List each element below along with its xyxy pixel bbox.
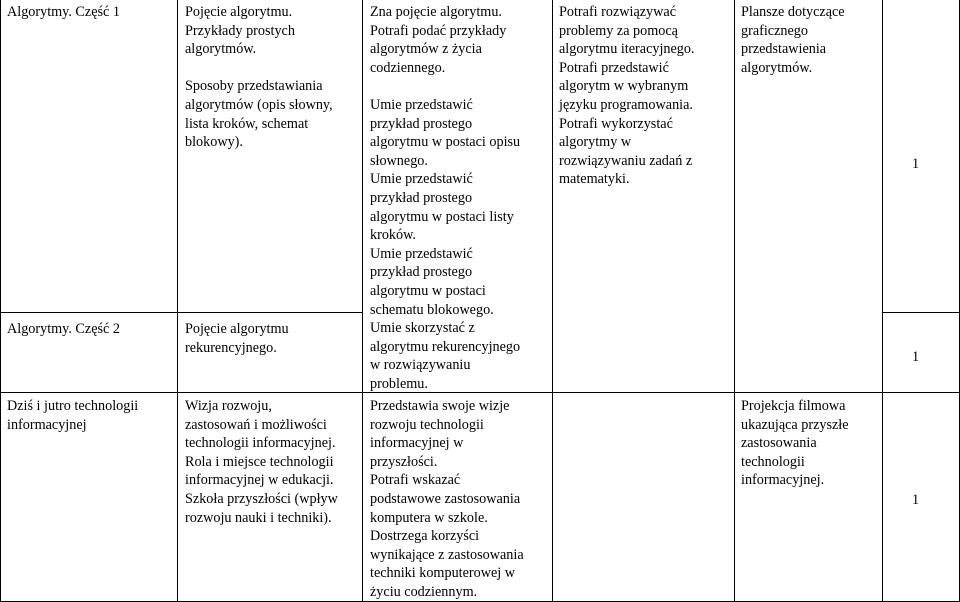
text-line bbox=[370, 77, 520, 96]
text-line: algorytm w wybranym bbox=[559, 78, 689, 95]
row-divider bbox=[0, 312, 362, 313]
text-line: informacyjnej w edukacji. bbox=[185, 472, 334, 489]
text-line: zastosowania bbox=[741, 435, 817, 452]
text-line: Wizja rozwoju, bbox=[185, 398, 272, 414]
text-line: rozwoju technologii bbox=[370, 416, 484, 433]
text-line: algorytmów. bbox=[741, 59, 813, 76]
text-line: przykład prostego bbox=[370, 264, 473, 281]
text-line: algorytmu rekurencyjnego bbox=[370, 338, 521, 355]
text-line: Sposoby przedstawiania bbox=[185, 78, 323, 95]
text-line: rekurencyjnego. bbox=[185, 339, 277, 356]
text-line: informacyjnej. bbox=[741, 472, 825, 489]
column-divider bbox=[552, 0, 553, 602]
content-cell bbox=[185, 320, 289, 357]
text-line: języku programowania. bbox=[559, 96, 693, 113]
text-line: komputera w szkole. bbox=[370, 509, 488, 526]
text-line: algorytmu w postaci opisu bbox=[370, 134, 521, 151]
text-line: Dostrzega korzyści bbox=[370, 528, 480, 545]
topic-cell: Algorytmy. Część 1 bbox=[7, 4, 120, 20]
hours-cell: 1 bbox=[912, 492, 920, 508]
text-line: algorytmów. bbox=[185, 41, 257, 58]
text-line: Szkoła przyszłości (wpływ bbox=[185, 490, 338, 507]
text-line: Potrafi rozwiązywać bbox=[559, 4, 676, 20]
text-line: Umie przedstawić bbox=[370, 245, 473, 262]
text-line: matematyki. bbox=[559, 171, 630, 188]
text-line: problemy za pomocą bbox=[559, 22, 678, 39]
text-line: lista kroków, schemat bbox=[185, 115, 309, 132]
topic-cell: Algorytmy. Część 2 bbox=[7, 321, 120, 337]
text-line: życiu codziennym. bbox=[370, 583, 478, 600]
text-line: problemu. bbox=[370, 375, 428, 392]
text-line: Rola i miejsce technologii bbox=[185, 453, 334, 470]
content-cell bbox=[185, 3, 333, 152]
text-line: Przedstawia swoje wizje bbox=[370, 398, 510, 414]
text-line: blokowy). bbox=[185, 134, 243, 151]
text-line: słownego. bbox=[370, 152, 428, 169]
content-cell bbox=[185, 397, 338, 527]
text-line: podstawowe zastosowania bbox=[370, 490, 521, 507]
text-line: przedstawienia bbox=[741, 41, 827, 58]
text-line: algorytmu w postaci listy bbox=[370, 208, 514, 225]
learning-outcomes-cell bbox=[370, 397, 524, 602]
hours-cell: 1 bbox=[912, 349, 920, 365]
topic-cell bbox=[7, 397, 138, 434]
text-line: algorytmy w bbox=[559, 134, 632, 151]
text-line: Umie skorzystać z bbox=[370, 320, 475, 337]
text-line: algorytmu w postaci bbox=[370, 282, 486, 299]
text-line: wynikające z zastosowania bbox=[370, 546, 524, 563]
text-line: Umie przedstawić bbox=[370, 171, 473, 188]
text-line: w rozwiązywaniu bbox=[370, 357, 471, 374]
text-line: ukazująca przyszłe bbox=[741, 416, 849, 433]
table-border bbox=[0, 0, 1, 602]
column-divider bbox=[177, 0, 178, 602]
text-line: zastosowań i możliwości bbox=[185, 416, 327, 433]
hours-cell: 1 bbox=[912, 156, 920, 172]
text-line: techniki komputerowej w bbox=[370, 565, 515, 582]
text-line: Potrafi przedstawić bbox=[559, 59, 669, 76]
skills-cell bbox=[559, 3, 695, 189]
text-line: rozwoju nauki i techniki). bbox=[185, 509, 332, 526]
text-line: Zna pojęcie algorytmu. bbox=[370, 4, 502, 20]
text-line: przykład prostego bbox=[370, 115, 473, 132]
text-line: kroków. bbox=[370, 227, 416, 244]
text-line: codziennego. bbox=[370, 59, 446, 76]
text-line: Pojęcie algorytmu bbox=[185, 321, 289, 337]
materials-cell bbox=[741, 397, 849, 490]
row-divider bbox=[882, 312, 960, 313]
materials-cell bbox=[741, 3, 845, 77]
text-line: przyszłości. bbox=[370, 453, 438, 470]
text-line: technologii informacyjnej. bbox=[185, 435, 336, 452]
column-divider bbox=[882, 0, 883, 602]
text-line: Plansze dotyczące bbox=[741, 4, 845, 20]
text-line: informacyjnej w bbox=[370, 435, 464, 452]
text-line: Potrafi podać przykłady bbox=[370, 22, 507, 39]
text-line: algorytmów (opis słowny, bbox=[185, 96, 333, 113]
learning-outcomes-cell bbox=[370, 3, 520, 393]
text-line: schematu blokowego. bbox=[370, 301, 494, 318]
text-line bbox=[185, 59, 333, 78]
column-divider bbox=[734, 0, 735, 602]
text-line: informacyjnej bbox=[7, 416, 87, 433]
text-line: Pojęcie algorytmu. bbox=[185, 4, 293, 20]
text-line: algorytmów z życia bbox=[370, 41, 482, 58]
text-line: algorytmu iteracyjnego. bbox=[559, 41, 695, 58]
column-divider bbox=[362, 0, 363, 602]
text-line: Przykłady prostych bbox=[185, 22, 295, 39]
text-line: Potrafi wykorzystać bbox=[559, 115, 673, 132]
text-line: rozwiązywaniu zadań z bbox=[559, 152, 693, 169]
text-line: graficznego bbox=[741, 22, 808, 39]
text-line: technologii bbox=[741, 453, 805, 470]
text-line: Potrafi wskazać bbox=[370, 472, 461, 489]
text-line: Umie przedstawić bbox=[370, 96, 473, 113]
text-line: Projekcja filmowa bbox=[741, 398, 846, 414]
text-line: Dziś i jutro technologii bbox=[7, 398, 139, 414]
text-line: przykład prostego bbox=[370, 189, 473, 206]
